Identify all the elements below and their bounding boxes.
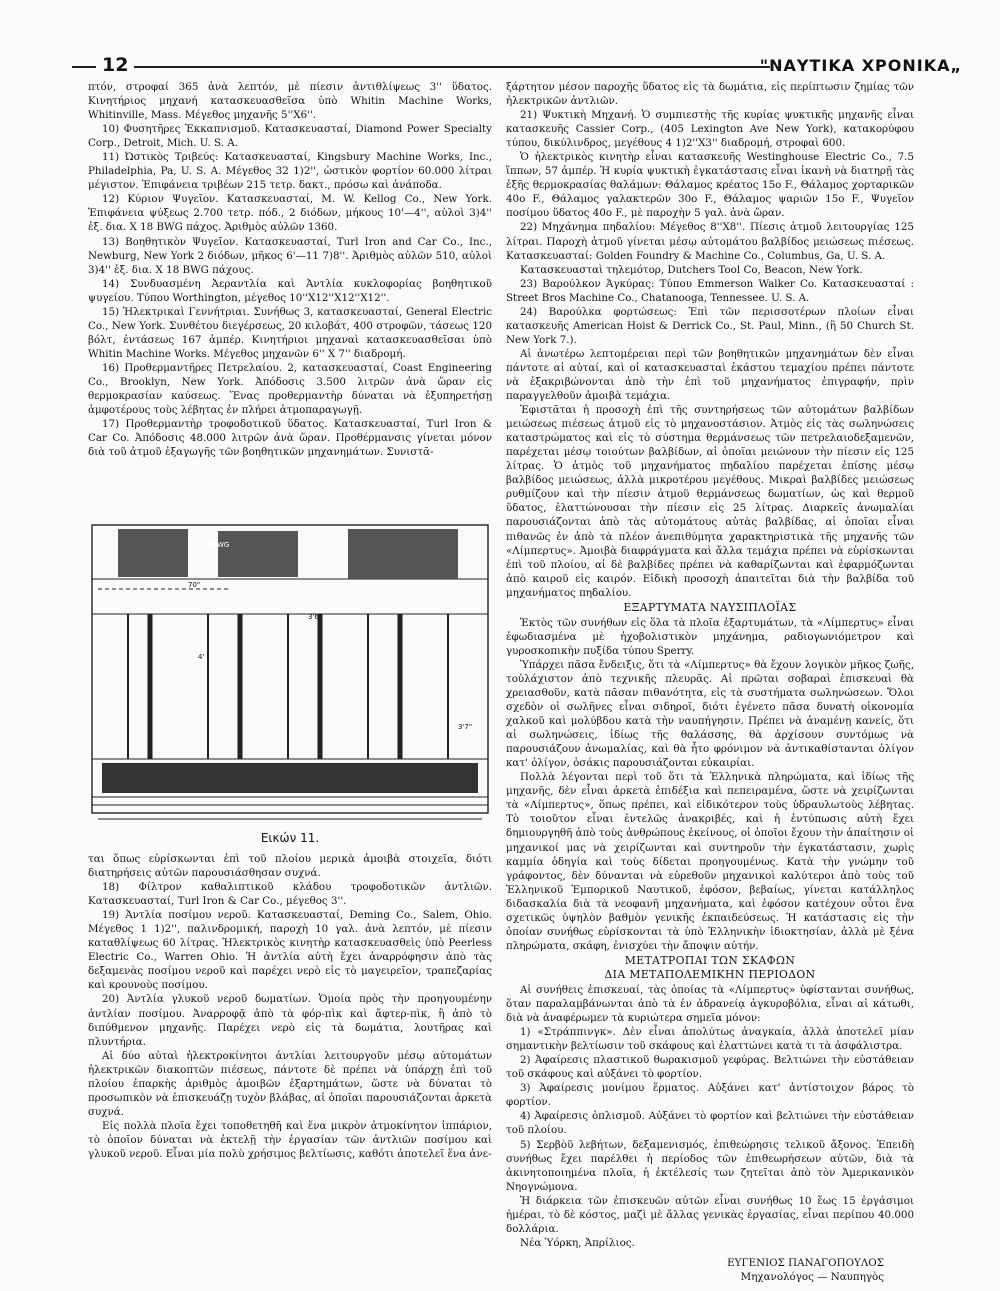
list-item: 1) «Στράππινγκ». Δὲν εἶναι ἀπολύτως ἀναγκαία, ἀλλὰ ἀποτελεῖ μίαν σημαντικὴν βελτίωσιν τοῦ σκάφους καὶ ἐλαττώνει κατὰ τι τὰ ἀσφάλιστρα. [506, 1026, 914, 1053]
paragraph: 24) Βαρούλκα φορτώσεως: Ἐπὶ τῶν περισσοτέρων πλοίων εἶναι κατασκευῆς American Hoist & Derrick Co., St. Paul, Minn., (ἢ 50 Church St. New York 7.). [506, 305, 914, 346]
paragraph: Ὑπάρχει πᾶσα ἔνδειξις, ὅτι τὰ «Λίμπερτυς» θὰ ἔχουν λογικὸν μῆκος ζωῆς, τοὐλάχιστον ἀπὸ τεχνικῆς πλευρᾶς. Αἱ πρῶται σοβαραὶ ἐπισκευαὶ θὰ χρειασθοῦν, κατὰ πᾶσαν πιθανότητα, εἰς τὰ συστήματα σωληνώσεων. Ὅλοι σχεδὸν οἱ σωλῆνες εἶναι σιδηροῖ, διότι ἐγένετο πᾶσα δυνατὴ οἰκονομία χαλκοῦ καὶ μολύβδου κατὰ τὴν ναυπήγησιν. Πρέπει νὰ ἀναμένῃ κανείς, ὅτι αἱ σωληνώσεις, ἰδίως τῆς θαλάσσης, θὰ ἀρχίσουν συντόμως νὰ παρουσιάζουν ἀνωμαλίας, καὶ θὰ ἦτο φρόνιμον νὰ ἀντικαθίστανται ὀλίγον κατ' ὀλίγον, ὁσάκις παρουσιάζονται εὐκαιρίαι. [506, 658, 914, 770]
paragraph: 22) Μηχάνημα πηδαλίου: Μέγεθος 8''X8''. Πίεσις ἀτμοῦ λειτουργίας 125 λίτραι. Παροχὴ ἀτμοῦ γίνεται μέσῳ αὐτομάτου βαλβίδος μειώσεως πιέσεως. Κατασκευασταί: Golden Foundry & Machine Co., Columbus, Ga, U. S. A. [506, 221, 914, 262]
paragraph: Ὁ ἠλεκτρικὸς κινητὴρ εἶναι κατασκευῆς Westinghouse Electric Co., 7.5 ἵππων, 57 ἀμπέρ. Ἡ κυρία ψυκτικὴ ἐγκατάστασις εἶναι ἱκανὴ νὰ διατηρῇ τὰς ἑξῆς θερμοκρασίας θαλάμων: Θάλαμος κρέατος 15ο F., Θάλαμος χορταρικῶν 40ο F., Θάλαμος γαλακτερῶν 30ο F., Θάλαμος ψαριῶν 15ο F., Ψυγεῖον ποσίμου ὕδατος 40ο F., μὲ παροχὴν 5 γαλ. ἀνὰ ὥραν. [506, 151, 914, 220]
figure-label: 3'6" [308, 613, 323, 621]
figure-label: 70" [188, 581, 201, 589]
list-item: 2) Ἀφαίρεσις πλαστικοῦ θωρακισμοῦ γεφύρας. Βελτιώνει τὴν εὐστάθειαν τοῦ σκάφους καὶ αὐξάνει τὸ φορτίον. [506, 1054, 914, 1081]
paragraph: Αἱ δύο αὐταὶ ἠλεκτροκίνητοι ἀντλίαι λειτουργοῦν μέσῳ αὐτομάτων ἠλεκτρικῶν διακοπτῶν πιέσεως, πάντοτε δὲ πρέπει νὰ ὑπάρχῃ ἐπὶ τοῦ πλοίου ἐπαρκὴς ἀριθμὸς ἀμοιβῶν ἐξαρτημάτων, ὥστε νὰ δύναται τὸ προσωπικὸν νὰ ἐπισκευάζῃ τυχὸν βλάβας, αἱ ὁποῖαι παρουσιάζονται ἀρκετὰ συχνά. [88, 1049, 492, 1118]
left-column-continued [88, 852, 492, 1161]
list-item: 4) Ἀφαίρεσις ὁπλισμοῦ. Αὐξάνει τὸ φορτίον καὶ βελτιώνει τὴν εὐστάθειαν τοῦ πλοίου. [506, 1110, 914, 1137]
paragraph: 13) Βοηθητικὸν Ψυγεῖον. Κατασκευασταί, Turl Iron and Car Co., Inc., Newburg, New York 2 διόδων, μῆκος 6'—11 7)8''. Ἀριθμὸς αὐλῶν 510, αὐλοὶ 3)4'' ἐξ. δια. X 18 BWG πάχους. [88, 235, 492, 276]
paragraph: Κατασκευασταὶ τηλεμότορ, Dutchers Tool Co, Beacon, New York. [520, 263, 863, 276]
page-header [72, 54, 962, 78]
figure-label: 3'7" [458, 723, 473, 731]
author-name: ΕΥΓΕΝΙΟΣ ΠΑΝΑΓΟΠΟΥΛΟΣ [727, 1256, 884, 1269]
paragraph: Αἱ συνήθεις ἐπισκευαί, τὰς ὁποίας τὰ «Λίμπερτυς» ὑφίστανται συνήθως, ὅταν παραλαμβάνωνται ἀπὸ τὰ ἐν ἀδρανείᾳ ἀγκυροβόλια, εἶναι αἱ κάτωθι, διὰ νὰ ἀναφέρωμεν τὰ κυριώτερα σημεῖα μόνον: [506, 984, 914, 1025]
paragraph: Ἐκτὸς τῶν συνήθων εἰς ὅλα τὰ πλοῖα ἐξαρτυμάτων, τὰ «Λίμπερτυς» εἶναι ἐφωδιασμένα μὲ ἠχοβολιστικὸν μηχάνημα, ραδιογωνιόμετρον καὶ γυροσκοπικὴν πυξίδα τύπου Sperry. [506, 616, 914, 657]
left-column [88, 80, 492, 459]
paragraph: 16) Προθερμαντῆρες Πετρελαίου. 2, κατασκευασταί, Coast Engineering Co., Brooklyn, New York. Ἀπόδοσις 3.500 λιτρῶν ἀνὰ ὥραν εἰς θερμοκρασίαν καύσεως. Ἕνας προθερμαντὴρ δύναται νὰ ἐξυπηρετήσῃ ἀμφοτέρους τοὺς λέβητας ἐν πλήρει ἀτμοπαραγωγῇ. [88, 361, 492, 417]
paragraph: 10) Φυσητῆρες Ἐκκαπνισμοῦ. Κατασκευασταί, Diamond Power Specialty Corp., Detroit, Mich. U. S. A. [88, 123, 492, 150]
paragraph: 11) Ὠστικὸς Τριβεύς: Κατασκευασταί, Kingsbury Machine Works, Inc., Philadelphia, Pa, U. S. A. Μέγεθος 32 1)2'', ὠστικὸν φορτίον 60.000 λίτραι μέγιστον. Ἐπιφάνεια τριβέων 215 τετρ. δακτ., πρόσω καὶ ἀνάποδα. [88, 151, 492, 192]
list-item: 5) Σερβὸῦ λεβήτων, δεξαμενισμός, ἐπιθεώρησις τελικοῦ ἄξονος. Ἐπειδὴ συνήθως ἔχει παρέλθει ἡ περίοδος τῶν ἐπιθεωρήσεων αὐτῶν, διὰ τὰ ἀκινητοποιημένα πλοῖα, ἡ ἐκτέλεσίς των ζητεῖται ἀπὸ τὸν Ἀμερικανικὸν Νηογνώμονα. [506, 1138, 914, 1193]
paragraph: 15) Ἠλεκτρικαὶ Γεννήτριαι. Συνήθως 3, κατασκευασταί, General Electric Co., New York. Συνθέτου διεγέρσεως, 20 κιλοβάτ, 400 στροφῶν, τάσεως 120 βόλτ, ἐντάσεως 167 ἀμπέρ. Κινητήριοι μηχαναὶ κατασκευασθεῖσαι ὑπὸ Whitin Machine Works. Μέγεθος μηχανῶν 6'' X 7'' διαδρομή. [88, 305, 492, 360]
paragraph: Πολλὰ λέγονται περὶ τοῦ ὅτι τὰ Ἑλληνικὰ πληρώματα, καὶ ἰδίως τῆς μηχανῆς, δὲν εἶναι ἀρκετὰ ἐπιδέξια καὶ πεπειραμένα, ὥστε νὰ χειρίζωνται τὰ «Λίμπερτυς», ὅπως πρέπει, καὶ εἰδικότερον τοὺς ὑδραυλωτοὺς λέβητας. Τὸ τοιοῦτον εἶναι ἐντελῶς ἀνακριβές, καὶ ἡ ἐντύπωσις αὐτὴ ἔχει δημιουργηθῆ ἀπὸ τοὺς ἀνθρώπους ἐκείνους, οἱ ὁποῖοι ἔχουν τὴν ἀπαίτησιν οἱ μηχανικοί μας νὰ χειρίζωνται καὶ συντηροῦν τὴν ἐγκατάστασιν, χωρὶς καμμία ὁδηγία καὶ τοὺς δίδεται προηγουμένως. Κατὰ τὴν γνώμην τοῦ γράφοντος, δὲν δύνανται νὰ εὑρεθοῦν μηχανικοὶ καλύτεροι ἀπὸ τοὺς τοῦ Ἑλληνικοῦ Ἐμπορικοῦ Ναυτικοῦ, ἐφόσον, βεβαίως, γίνεται κατάλληλος διδασκαλία διὰ τὰ νεοφανῆ μηχανήματα, καὶ ἐφόσον κατέχουν οὗτοι ἕνα σχετικῶς ὑψηλὸν βαθμὸν γενικῆς ἐκπαιδεύσεως. Ἡ κατάστασις εἰς τὴν ὁποίαν συνήθως εὑρίσκονται τὰ ὑπὸ Ἑλληνικὴν ἰδιοκτησίαν, ἀλλὰ μὲ ξένα πληρώματα, σκάφη, ἐνισχύει τὴν ἄποψιν αὐτήν. [506, 771, 914, 952]
journal-title: "ΝΑΥΤΙΚΑ ΧΡΟΝΙΚΑ„ [759, 56, 962, 75]
paragraph: 12) Κύριον Ψυγεῖον. Κατασκευασταί, M. W. Kellog Co., New York. Ἐπιφάνεια ψύξεως 2.700 τετρ. πόδ., 2 διόδων, μήκους 10'—4'', αὐλοὶ 3)4'' ἐξ. δια. X 18 BWG πάχος. Ἀριθμὸς αὐλῶν 1360. [88, 193, 492, 234]
paragraph: 18) Φίλτρον καθαλιπτικοῦ κλάδου τροφοδοτικῶν ἀντλιῶν. Κατασκευασταί, Turl Iron & Car Co., μέγεθος 3''. [88, 881, 492, 908]
paragraph: Ἡ διάρκεια τῶν ἐπισκευῶν αὐτῶν εἶναι συνήθως 10 ἕως 15 ἐργάσιμοι ἡμέραι, τὸ δὲ κόστος, μαζὶ μὲ ἄλλας γενικὰς ἐργασίας, εἶναι περίπου 40.000 δολλάρια. [506, 1194, 914, 1235]
paragraph: 23) Βαρούλκον Ἀγκύρας: Τύπου Emmerson Walker Co. Κατασκευασταί : Street Bros Machine Co., Chatanooga, Tennessee. U. S. A. [506, 277, 914, 304]
figure-label: SBWG [208, 541, 230, 549]
paragraph: 21) Ψυκτικὴ Μηχανή. Ὁ συμπιεστὴς τῆς κυρίας ψυκτικῆς μηχανῆς εἶναι κατασκευῆς Cassier Corp., (405 Lexington Ave New York), κατακορύφου τύπου, δικύλινδρος, μεγέθους 4 1)2''X3'' διαδρομή, στροφαὶ 600. [506, 109, 914, 150]
paragraph: πτόν, στροφαί 365 ἀνὰ λεπτόν, μὲ πίεσιν ἀντιθλίψεως 3'' ὕδατος. Κινητήριος μηχανή κατασκευασθεῖσα ὑπὸ Whitin Machine Works, Whitinville, Mass. Μέγεθος μηχανῆς 5''X6''. [88, 81, 492, 122]
section-heading: ΕΞΑΡΤΥΜΑΤΑ ΝΑΥΣΙΠΛΟΪΑΣ [623, 600, 797, 614]
engine-drawing [88, 519, 492, 829]
right-column [506, 80, 914, 1284]
paragraph: ται ὅπως εὑρίσκωνται ἐπὶ τοῦ πλοίου μερικὰ ἀμοιβὰ στοιχεῖα, διότι διατηρήσεις αὐτῶν παρουσιάσθησαν συχνά. [88, 853, 492, 880]
header-rule-left [72, 66, 96, 68]
signature-block [506, 1256, 914, 1284]
paragraph: 17) Προθερμαντὴρ τροφοδοτικοῦ ὕδατος. Κατασκευασταί, Turl Iron & Car Co. Ἀπόδοσις 48.000 λιτρῶν ἀνὰ ὥραν. Προθέρμανσις γίνεται μόνον διὰ τοῦ ἀτμοῦ ἐξαγωγῆς τῶν βοηθητικῶν μηχανημάτων. Συνιστᾶ- [88, 418, 492, 459]
page-number: 12 [102, 54, 129, 76]
paragraph: Εἰς πολλὰ πλοῖα ἔχει τοποθετηθῆ καὶ ἕνα μικρὸν ἀτμοκίνητον ἰππάριον, τὸ ὁποῖον δύναται νὰ ἐκτελῇ τὴν ἐργασίαν τῶν ἀντλιῶν ποσίμου καὶ γλυκοῦ νεροῦ. Εἶναι μία πολὺ χρήσιμος βελτίωσις, καθότι ἀποτελεῖ ἕνα ἀνε- [88, 1119, 492, 1160]
section-heading: ΔΙΑ ΜΕΤΑΠΟΛΕΜΙΚΗΝ ΠΕΡΙΟΔΟΝ [604, 967, 816, 981]
paragraph: 19) Ἀντλία ποσίμου νεροῦ. Κατασκευασταί, Deming Co., Salem, Ohio. Μέγεθος 1 1)2'', παλινδρομική, παροχὴ 10 γαλ. ἀνὰ λεπτόν, μὲ πίεσιν καταθλίψεως 60 λίτρας. Ἠλεκτρικὸς κινητὴρ κατασκευασθεὶς ὑπὸ Peerless Electric Co., Warren Ohio. Ἡ ἀντλία αὐτὴ ἔχει ἀναρρόφησιν ἀπὸ τὰς δεξαμενὰς ποσίμου νεροῦ καὶ παρέχει νερὸ εἰς τὸ μαγειρεῖον, τραπεζαρίας καὶ κρουνοὺς ποσίμου. [88, 909, 492, 992]
paragraph: Ἐφιστᾶται ἡ προσοχὴ ἐπὶ τῆς συντηρήσεως τῶν αὐτομάτων βαλβίδων μειώσεως πιέσεως ἀτμοῦ εἰς τὸ μηχανοστάσιον. Ἀτμὸς εἰς τὰς σωληνώσεις καταστρώματος καὶ εἰς τὸ σύστημα θερμάνσεως τῶν πετρελαιοδεξαμενῶν, παρέχεται μέσῳ τοιούτων βαλβίδων, αἱ ὁποῖαι μειώνουν τὴν πίεσιν εἰς 125 λίτρας. Ὁ ἀτμὸς τοῦ μηχανήματος πηδαλίου παρέχεται ἐπίσης μέσῳ βαλβίδος μειώσεως, ἀλλὰ μικροτέρου μεγέθους. Μικραὶ βαλβίδες μειώσεως ρυθμίζουν καὶ τὴν πίεσιν ἀτμοῦ θερμάνσεως δωματίων, ὡς καὶ θερμοῦ ὕδατος, ἐλαττώνουσαι τὴν πίεσιν εἰς 25 λίτρας. Διαρκεῖς ἀνωμαλίαι παρουσιάζονται ἀπὸ τὰς αὐτομάτους αὐτὰς βαλβίδας, αἱ ὁποῖαι εἶναι πιθανῶς ἐν ἀπὸ τὰ πλέον ἀνεπιθύμητα χαρακτηριστικὰ τῆς μηχανῆς τῶν «Λίμπερτυς». Ἀμοιβὰ διαφράγματα καὶ ἄλλα τεμάχια πρέπει νὰ εὑρίσκωνται ἐπὶ τοῦ πλοίου, αἱ δὲ βαλβίδες πρέπει νὰ καθαρίζωνται καὶ ἐφαρμόζωνται ἀπὸ καιροῦ εἰς καιρόν. Εἰδικὴ προσοχὴ ἀπαιτεῖται διὰ τὴν βαλβίδα τοῦ μηχανήματος πηδαλίου. [506, 404, 914, 599]
paragraph: ξάρτητον μέσον παροχῆς ὕδατος εἰς τὰ δωμάτια, εἰς περίπτωσιν ζημίας τῶν ἠλεκτρικῶν ἀντλιῶν. [506, 81, 914, 108]
list-item: 3) Ἀφαίρεσις μονίμου ἕρματος. Αὐξάνει κατ' ἀντίστοιχον βάρος τὸ φορτίον. [506, 1082, 914, 1109]
header-rule-middle [134, 66, 770, 68]
paragraph: 14) Συνδυασμένη Ἀεραντλία καὶ Ἀντλία κυκλοφορίας βοηθητικοῦ ψυγείου. Τύπου Worthington, μέγεθος 10''X12''X12''X12''. [88, 277, 492, 304]
paragraph: Αἱ ἀνωτέρω λεπτομέρειαι περὶ τῶν βοηθητικῶν μηχανημάτων δὲν εἶναι πάντοτε αἱ αὐταί, καὶ οἱ κατασκευασταὶ ἑκάστου τεμαχίου πρέπει πάντοτε νὰ ἐξακριβώνονται ἀπὸ τὴν ἐπὶ τοῦ μηχανήματος ἐπιγραφήν, πρὶν παραγγελθοῦν ἀμοιβὰ τεμάχια. [506, 347, 914, 403]
paragraph: 20) Ἀντλία γλυκοῦ νεροῦ δωματίων. Ὁμοία πρὸς τὴν προηγουμένην ἀντλίαν ποσίμου. Ἀναρροφᾷ ἀπὸ τὰ φόρ-πὶκ καὶ ἄφτερ-πὶκ, ἢ ἀπὸ τὸ διπύθμενον μηχανῆς. Παρέχει νερὸ εἰς τὰ δωμάτια, λουτῆρας καὶ πλυντήρια. [88, 993, 492, 1048]
figure-label: 4' [198, 653, 205, 661]
figure-caption: Εικών 11. [260, 831, 320, 845]
author-title: Μηχανολόγος — Ναυπηγὸς [740, 1270, 884, 1283]
section-heading: ΜΕΤΑΤΡΟΠΑΙ ΤΩΝ ΣΚΑΦΩΝ [624, 953, 796, 967]
dateline: Νέα Ὑόρκη, Ἀπρίλιος. [520, 1236, 635, 1249]
